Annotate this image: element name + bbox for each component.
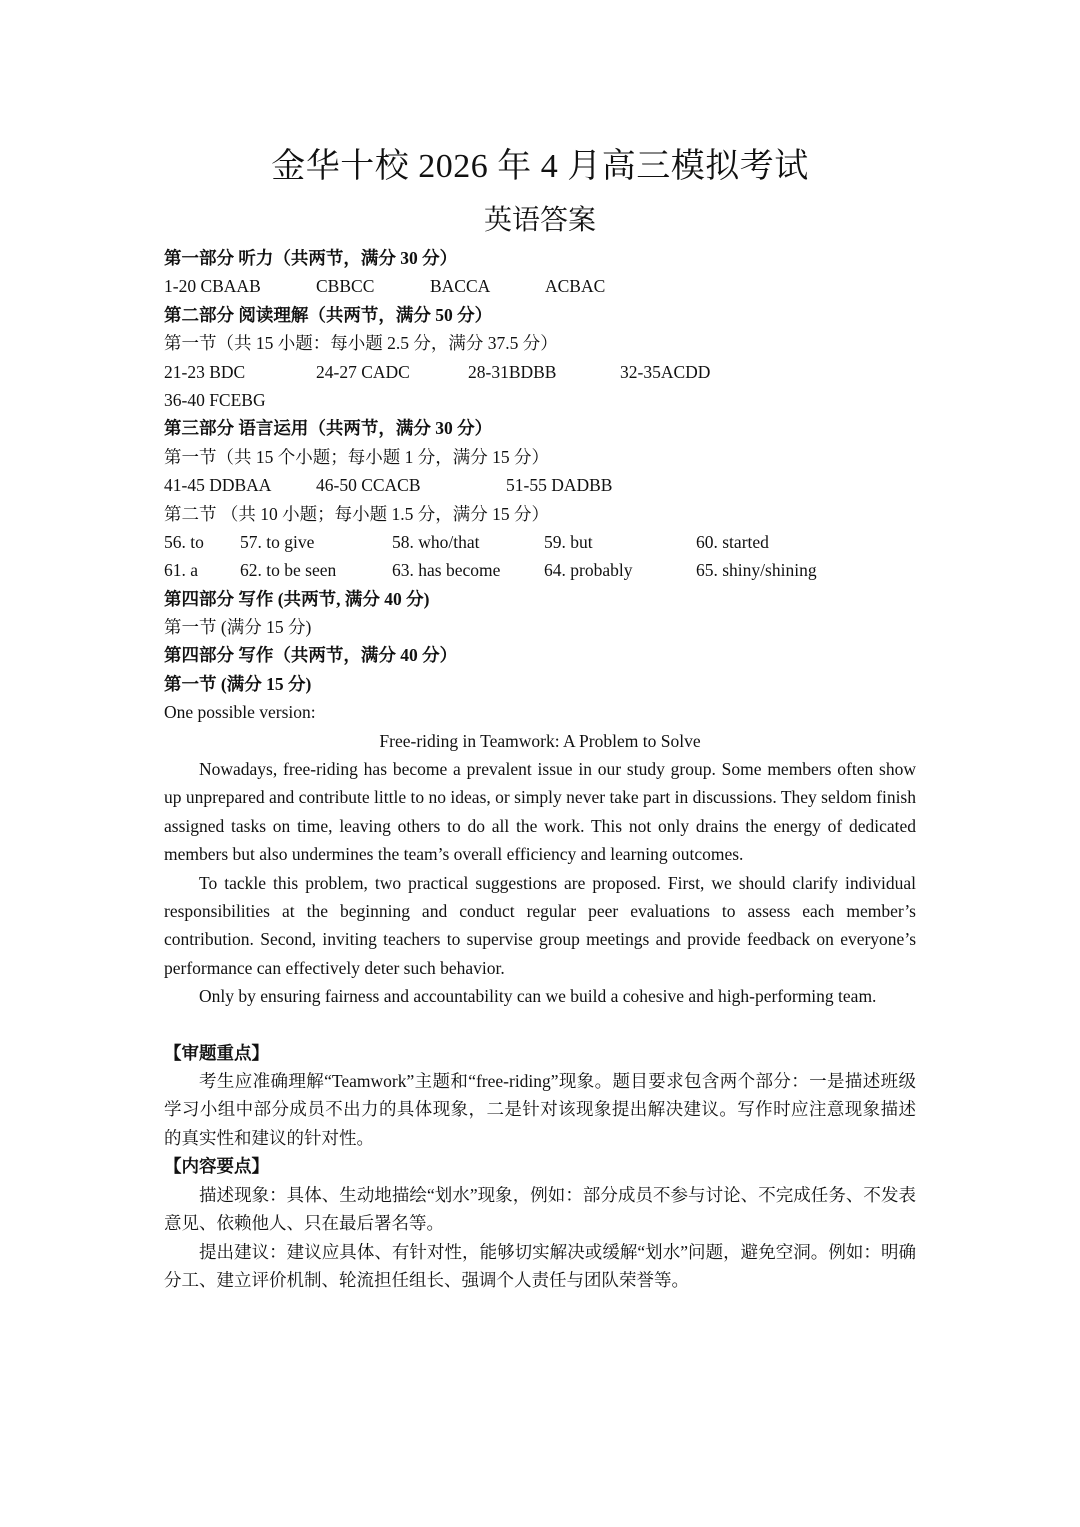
- content-point: 描述现象：具体、生动地描绘“划水”现象，例如：部分成员不参与讨论、不完成任务、不发表意见、依赖他人、只在最后署名等。: [164, 1184, 916, 1234]
- answer-group: CBBCC: [316, 276, 375, 297]
- answer-group: 21-23 BDC: [164, 361, 246, 382]
- points-heading: 【内容要点】: [164, 1156, 269, 1177]
- answer-group: 28-31BDBB: [468, 361, 557, 382]
- part1-heading: 第一部分 听力（共两节，满分 30 分）: [164, 248, 458, 268]
- focus-text: 考生应准确理解“Teamwork”主题和“free-riding”现象。题目要求包含两个部分：一是描述班级学习小组中部分成员不出力的具体现象，二是针对该现象提出解决建议。写作时应注意现象描述的真实性和建议的针对性。: [164, 1071, 916, 1148]
- fill-answer: 61. a: [164, 560, 199, 581]
- part2-section1: 第一节（共 15 小题：每小题 2.5 分，满分 37.5 分）: [164, 333, 558, 354]
- answer-group: 51-55 DADBB: [506, 475, 613, 496]
- essay-title: Free-riding in Teamwork: A Problem to Solve: [379, 730, 701, 751]
- part1-answers: [164, 272, 916, 300]
- answer-content: [164, 244, 916, 1294]
- answer-group: 32-35ACDD: [620, 361, 711, 382]
- answer-group: 1-20 CBAAB: [164, 276, 261, 297]
- answer-group: BACCA: [430, 276, 491, 297]
- part3-section1: 第一节（共 15 个小题；每小题 1 分，满分 15 分）: [164, 446, 549, 467]
- fill-answer: 62. to be seen: [240, 560, 337, 581]
- part4-section1-a: 第一节 (满分 15 分): [164, 617, 312, 638]
- part4-heading-2: 第四部分 写作（共两节，满分 40 分）: [164, 645, 458, 666]
- page-title: 金华十校 2026 年 4 月高三模拟考试: [271, 148, 809, 185]
- part3-answers: [164, 471, 916, 499]
- fill-answer: 56. to: [164, 531, 204, 552]
- part3-section2: 第二节 （共 10 小题；每小题 1.5 分，满分 15 分）: [164, 503, 549, 524]
- content-point: 提出建议：建议应具体、有针对性，能够切实解决或缓解“划水”问题，避免空洞。例如：明确分工、建立评价机制、轮流担任组长、强调个人责任与团队荣誉等。: [164, 1241, 916, 1290]
- fill-answer: 60. started: [696, 531, 769, 552]
- part2-answers: [164, 358, 916, 386]
- essay-paragraph: Nowadays, free-riding has become a prevalent issue in our study group. Some members often show up unprepared and contribute little to no ideas, or simply never take part in discussions. They seldom finish assigned tasks on time, leaving others to do all the work. This not only drains the energy of dedicated members but also undermines the team’s overall efficiency and learning outcomes.: [164, 759, 916, 865]
- part3-fill-row2: [164, 556, 916, 584]
- part2-heading: 第二部分 阅读理解（共两节，满分 50 分）: [164, 304, 493, 325]
- part3-heading: 第三部分 语言运用（共两节，满分 30 分）: [164, 418, 493, 439]
- fill-answer: 58. who/that: [392, 531, 480, 552]
- part4-section1-b: 第一节 (满分 15 分): [164, 673, 312, 694]
- focus-heading: 【审题重点】: [164, 1042, 269, 1063]
- answer-group: 46-50 CCACB: [316, 475, 421, 496]
- fill-answer: 65. shiny/shining: [696, 560, 817, 581]
- answer-group: 41-45 DDBAA: [164, 475, 272, 496]
- version-label: One possible version:: [164, 702, 316, 723]
- fill-answer: 63. has become: [392, 560, 501, 581]
- part3-fill-row1: [164, 528, 916, 556]
- fill-answer: 57. to give: [240, 531, 315, 552]
- part4-heading-1: 第四部分 写作 (共两节, 满分 40 分): [164, 588, 430, 609]
- answer-group: ACBAC: [545, 276, 606, 297]
- fill-answer: 59. but: [544, 531, 593, 552]
- essay-paragraph: Only by ensuring fairness and accountability can we build a cohesive and high-performing team.: [199, 986, 877, 1007]
- part2-answers-2: 36-40 FCEBG: [164, 389, 266, 410]
- fill-answer: 64. probably: [544, 560, 633, 581]
- answer-group: 24-27 CADC: [316, 361, 410, 382]
- page-subtitle: 英语答案: [483, 205, 596, 236]
- essay-paragraph: To tackle this problem, two practical suggestions are proposed. First, we should clarify individual responsibilities at the beginning and conduct regular peer evaluations to assess each member’s contribution. Second, inviting teachers to supervise group meetings and provide feedback on everyone’s performance can effectively deter such behavior.: [164, 872, 916, 978]
